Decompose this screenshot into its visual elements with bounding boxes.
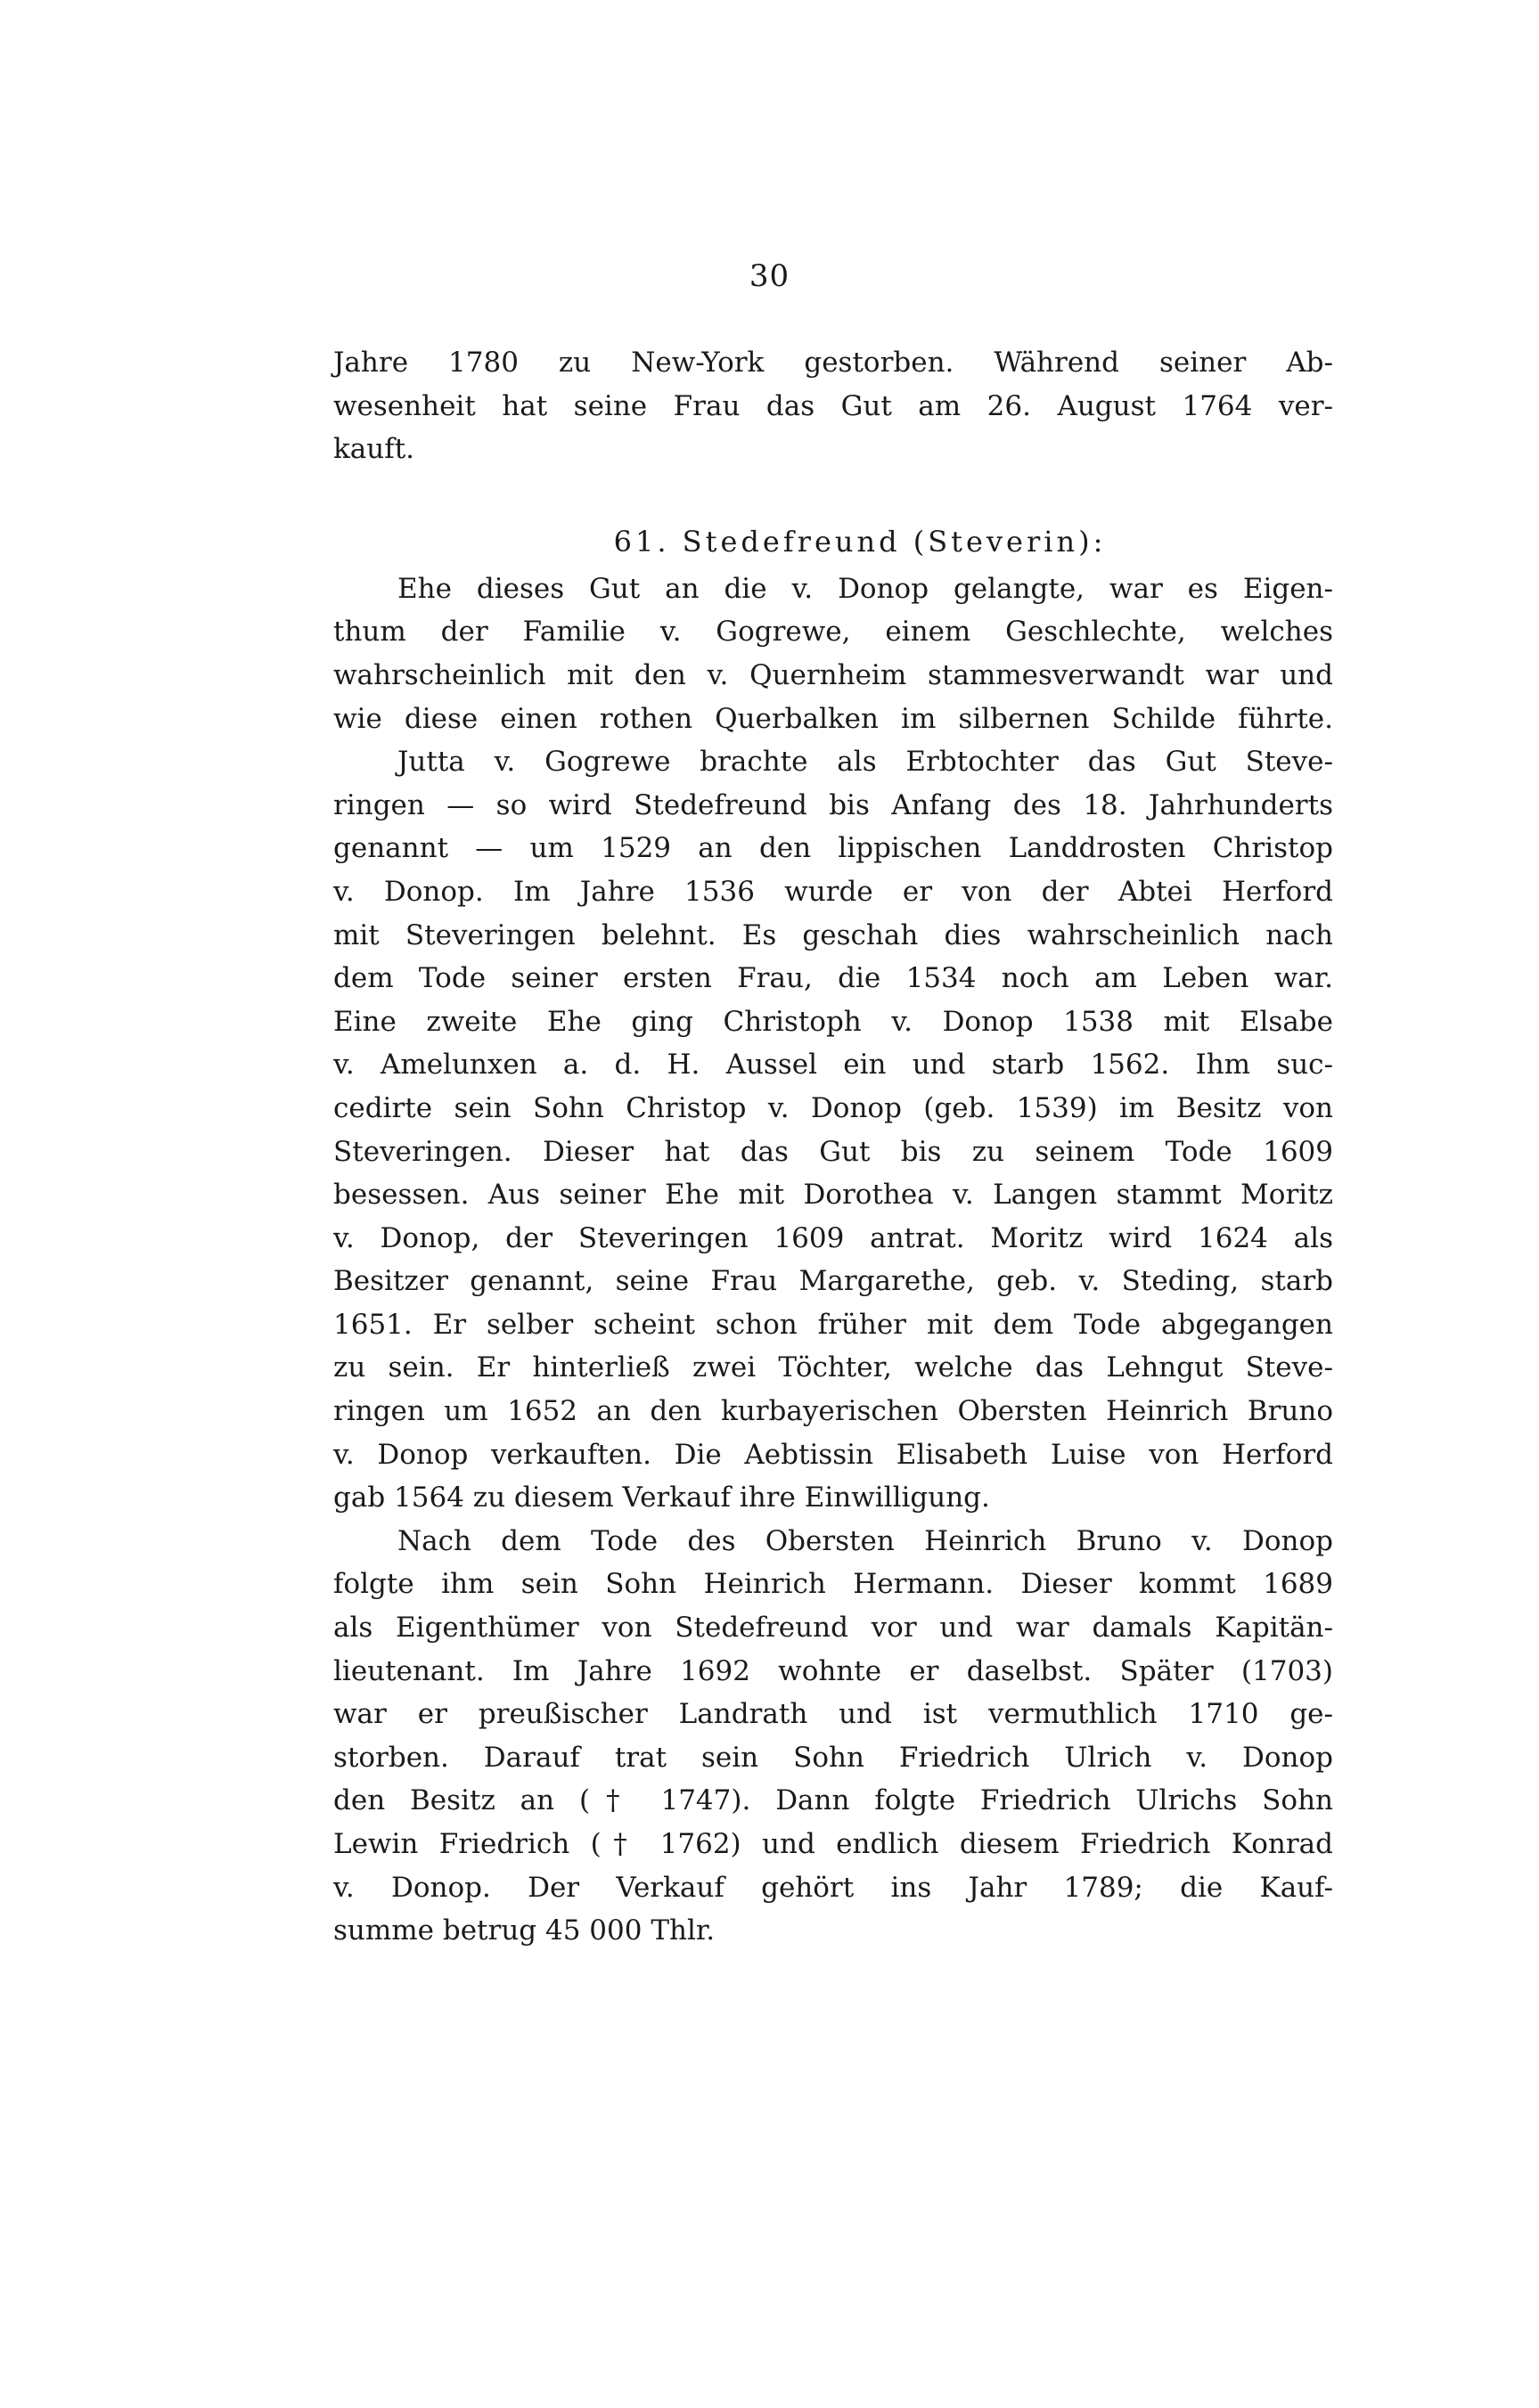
page-text (333, 341, 1333, 1953)
text-line: Eine zweite Ehe ging Christoph v. Donop 1538 mit Elsabe (333, 1005, 1333, 1038)
text-line: kauft. (333, 433, 415, 466)
text-line: Ehe dieses Gut an die v. Donop gelangte, war es Eigen- (397, 572, 1333, 605)
intro-paragraph (333, 341, 1333, 471)
text-line: zu sein. Er hinterließ zwei Töchter, welche das Lehngut Steve- (333, 1351, 1333, 1384)
text-line: wie diese einen rothen Querbalken im silbernen Schilde führte. (333, 702, 1333, 735)
text-line: thum der Familie v. Gogrewe, einem Geschlechte, welches (333, 616, 1333, 649)
text-line: ringen um 1652 an den kurbayerischen Obersten Heinrich Bruno (333, 1395, 1333, 1428)
text-line: v. Donop verkauften. Die Aebtissin Elisabeth Luise von Herford (333, 1438, 1333, 1471)
text-line: Lewin Friedrich († 1762) und endlich diesem Friedrich Konrad (333, 1828, 1333, 1860)
text-line: besessen. Aus seiner Ehe mit Dorothea v. Langen stammt Moritz (333, 1179, 1333, 1212)
page-number: 30 (749, 258, 790, 294)
text-line: Jahre 1780 zu New-York gestorben. Während seiner Ab- (333, 347, 1333, 379)
text-line: den Besitz an († 1747). Dann folgte Friedrich Ulrichs Sohn (333, 1784, 1333, 1817)
text-line: v. Amelunxen a. d. H. Aussel ein und starb 1562. Ihm suc- (333, 1049, 1333, 1082)
text-line: storben. Darauf trat sein Sohn Friedrich Ulrich v. Donop (333, 1741, 1333, 1774)
paragraph-1 (333, 567, 1333, 740)
text-line: Nach dem Tode des Obersten Heinrich Bruno v. Donop (397, 1524, 1333, 1557)
text-line: lieutenant. Im Jahre 1692 wohnte er daselbst. Später (1703) (333, 1654, 1333, 1687)
text-line: v. Donop. Der Verkauf gehört ins Jahr 1789; die Kauf- (333, 1871, 1333, 1904)
text-line: Steveringen. Dieser hat das Gut bis zu seinem Tode 1609 (333, 1135, 1333, 1168)
text-line: wesenheit hat seine Frau das Gut am 26. August 1764 ver- (333, 389, 1333, 422)
text-line: 1651. Er selber scheint schon früher mit dem Tode abgegangen (333, 1308, 1333, 1341)
text-line: Besitzer genannt, seine Frau Margarethe, geb. v. Steding, starb (333, 1265, 1333, 1298)
text-line: wahrscheinlich mit den v. Quernheim stammesverwandt war und (333, 658, 1333, 691)
text-line: genannt — um 1529 an den lippischen Landdrosten Christop (333, 832, 1333, 865)
text-line: gab 1564 zu diesem Verkauf ihre Einwilligung. (333, 1482, 990, 1514)
paragraph-2 (333, 740, 1333, 1520)
text-line: folgte ihm sein Sohn Heinrich Hermann. Dieser kommt 1689 (333, 1568, 1333, 1601)
text-line: cedirte sein Sohn Christop v. Donop (geb. 1539) im Besitz von (333, 1091, 1333, 1124)
text-line: ringen — so wird Stedefreund bis Anfang des 18. Jahrhunderts (333, 788, 1333, 821)
section-heading: 61. Stedefreund (Steverin): (613, 524, 1107, 559)
text-line: summe betrug 45 000 Thlr. (333, 1914, 716, 1947)
text-line: als Eigenthümer von Stedefreund vor und war damals Kapitän- (333, 1612, 1333, 1645)
text-line: v. Donop. Im Jahre 1536 wurde er von der Abtei Herford (333, 875, 1333, 908)
text-line: v. Donop, der Steveringen 1609 antrat. Moritz wird 1624 als (333, 1221, 1333, 1254)
text-line: dem Tode seiner ersten Frau, die 1534 noch am Leben war. (333, 962, 1333, 995)
paragraph-3 (333, 1520, 1333, 1953)
text-line: war er preußischer Landrath und ist vermuthlich 1710 ge- (333, 1698, 1333, 1731)
text-line: Jutta v. Gogrewe brachte als Erbtochter das Gut Steve- (397, 746, 1333, 779)
text-line: mit Steveringen belehnt. Es geschah dies wahrscheinlich nach (333, 918, 1333, 951)
section-gap (333, 471, 1333, 516)
